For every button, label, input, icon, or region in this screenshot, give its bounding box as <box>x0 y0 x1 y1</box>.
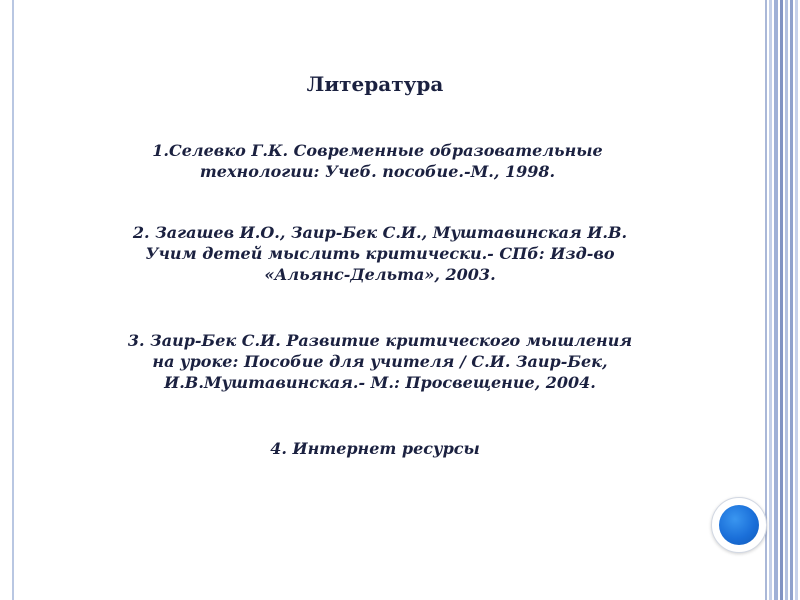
reference-line: 3. Заир-Бек С.И. Развитие критического мышления <box>127 331 633 350</box>
left-border-line <box>12 0 14 600</box>
frame-stripe <box>790 0 793 600</box>
reference-2 <box>60 222 700 285</box>
reference-line: «Альянс-Дельта», 2003. <box>264 265 496 284</box>
blue-circle-fill <box>719 505 759 545</box>
reference-1 <box>90 140 665 182</box>
right-decorative-frame <box>765 0 800 600</box>
reference-line: И.В.Муштавинская.- М.: Просвещение, 2004. <box>164 373 596 392</box>
reference-line: 2. Загашев И.О., Заир-Бек С.И., Муштавинская И.В. <box>132 223 628 242</box>
reference-line: технологии: Учеб. пособие.-М., 1998. <box>199 162 556 181</box>
reference-4 <box>200 438 550 459</box>
frame-stripe <box>774 0 778 600</box>
reference-line: 4. Интернет ресурсы <box>270 439 480 458</box>
frame-stripe <box>785 0 788 600</box>
frame-stripe <box>769 0 772 600</box>
frame-stripe <box>765 0 767 600</box>
reference-3 <box>55 330 705 393</box>
reference-line: на уроке: Пособие для учителя / С.И. Заир-Бек, <box>152 352 608 371</box>
slide-title: Литература <box>306 72 444 96</box>
reference-line: Учим детей мыслить критически.- СПб: Изд-во <box>145 244 615 263</box>
frame-stripe <box>795 0 798 600</box>
reference-line: 1.Селевко Г.К. Современные образовательные <box>152 141 603 160</box>
blue-circle-bullet-icon <box>711 497 767 553</box>
frame-stripe <box>780 0 783 600</box>
